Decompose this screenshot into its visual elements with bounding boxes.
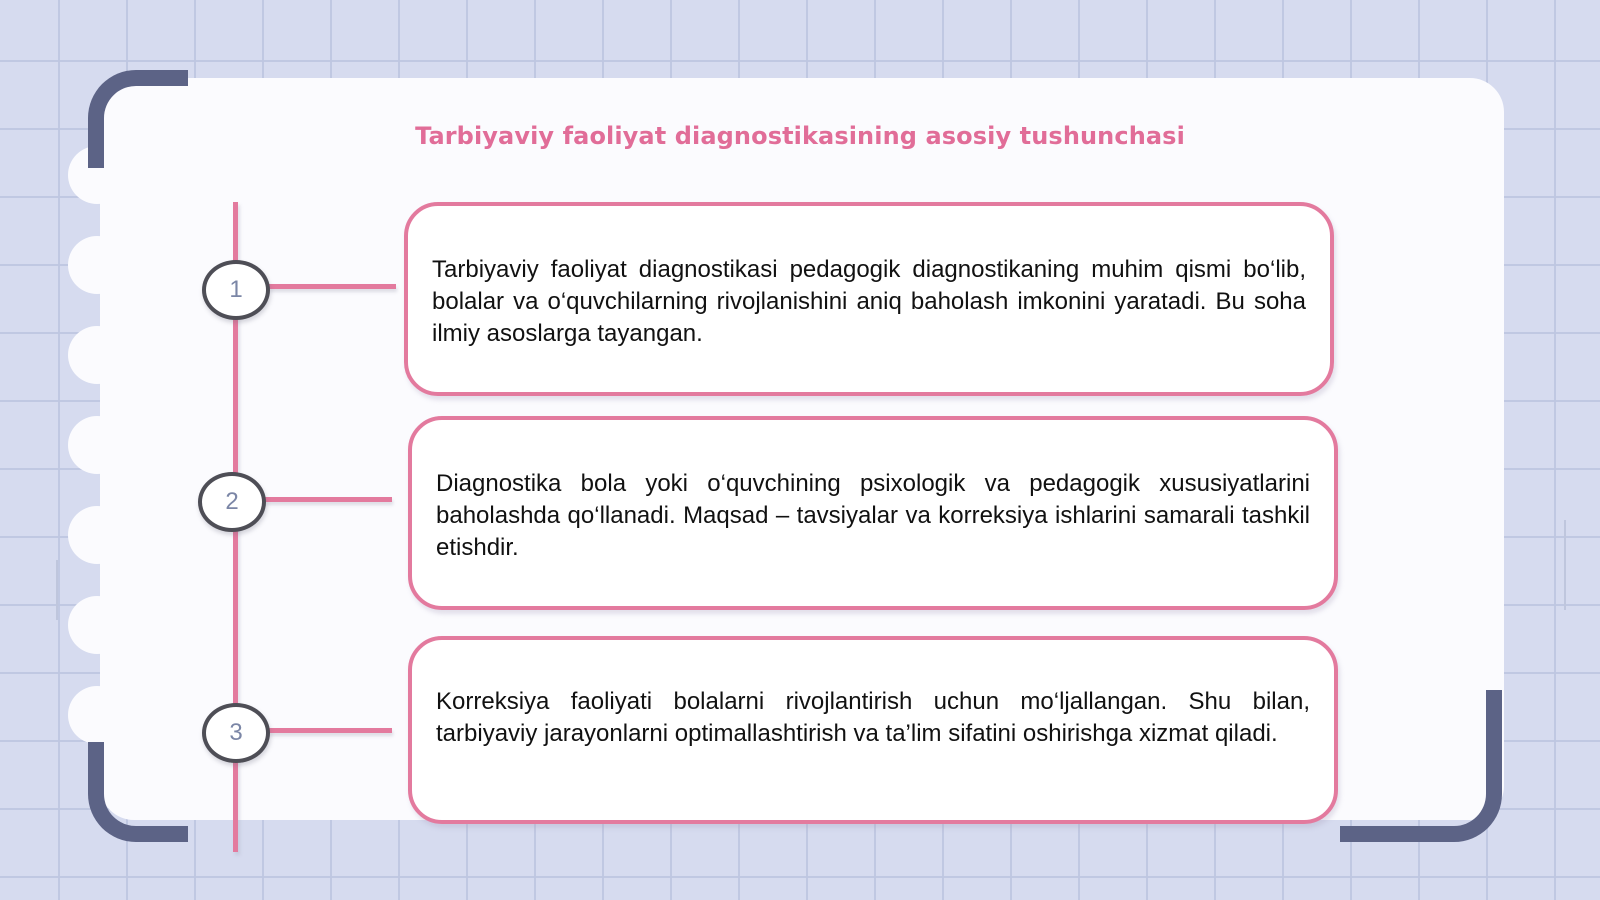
card-scallop <box>68 506 126 564</box>
step-text-1: Tarbiyaviy faoliyat diagnostikasi pedagogik diagnostikaning muhim qismi bo‘lib, bolalar va o‘quvchilarning rivojlanishini aniq baholash imkonini yaratadi. Bu soha ilmiy asoslarga tayangan. <box>432 256 1306 347</box>
timeline-connector-1 <box>268 284 396 289</box>
card-scallop <box>68 686 126 744</box>
background-grid-accent <box>1564 520 1566 610</box>
card-scallop <box>68 596 126 654</box>
timeline-connector-3 <box>268 728 392 733</box>
card-scallop <box>68 236 126 294</box>
step-box-1 <box>404 202 1334 396</box>
corner-bracket-top-left <box>88 70 188 168</box>
step-number-1: 1 <box>202 260 270 320</box>
timeline-connector-2 <box>264 497 392 502</box>
card-scallop <box>68 416 126 474</box>
step-number-2: 2 <box>198 472 266 532</box>
corner-bracket-bottom-left <box>88 742 188 842</box>
step-box-2 <box>408 416 1338 610</box>
step-text-2: Diagnostika bola yoki o‘quvchining psixologik va pedagogik xususiyatlarini baholashda qo‘llanadi. Maqsad – tavsiyalar va korreksiya ishlarini samarali tashkil etishdir. <box>436 470 1310 561</box>
background-grid-accent <box>56 560 58 620</box>
step-number-3: 3 <box>202 703 270 763</box>
step-box-3 <box>408 636 1338 824</box>
corner-bracket-bottom-right <box>1340 690 1502 842</box>
page-title: Tarbiyaviy faoliyat diagnostikasining asosiy tushunchasi <box>415 122 1185 150</box>
card-scallop <box>68 326 126 384</box>
step-text-3: Korreksiya faoliyati bolalarni rivojlantirish uchun mo‘ljallangan. Shu bilan, tarbiyaviy jarayonlarni optimallashtirish va ta’lim sifatini oshirishga xizmat qiladi. <box>436 688 1310 747</box>
